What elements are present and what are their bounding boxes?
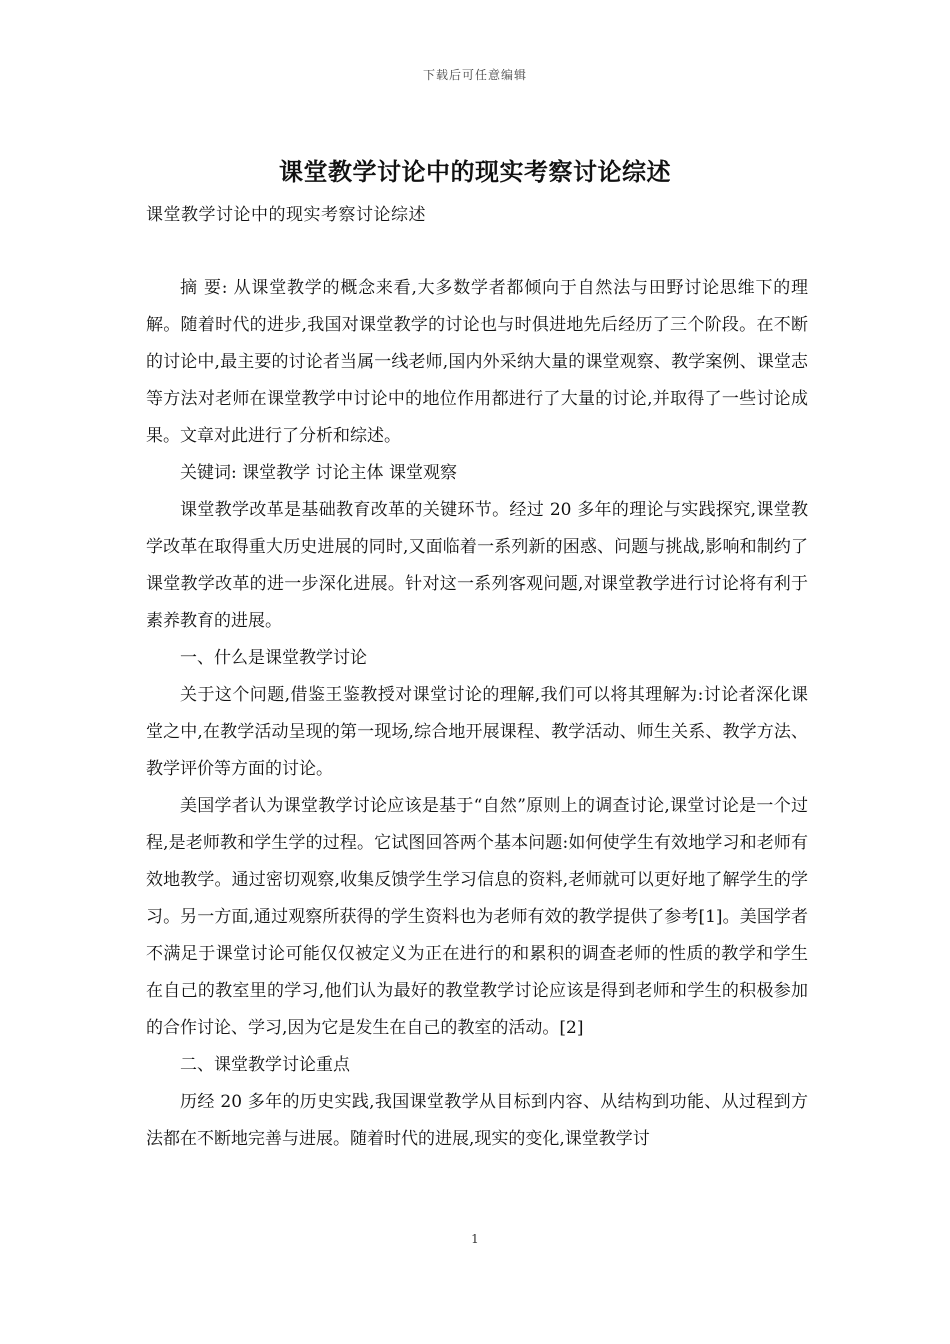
body-paragraph: 历经 20 多年的历史实践,我国课堂教学从目标到内容、从结构到功能、从过程到方法都在不断地完善与进展。随着时代的进展,现实的变化,课堂教学讨 (146, 1092, 808, 1149)
abstract-paragraph: 摘 要: 从课堂教学的概念来看,大多数学者都倾向于自然法与田野讨论思维下的理解。随着时代的进步,我国对课堂教学的讨论也与时俱进地先后经历了三个阶段。在不断的讨论中,最主要的讨论者当属一线老师,国内外采纳大量的课堂观察、教学案例、课堂志等方法对老师在课堂教学中讨论中的地位作用都进行了大量的讨论,并取得了一些讨论成果。文章对此进行了分析和综述。 (146, 278, 808, 446)
page-number: 1 (471, 1232, 479, 1246)
document-body (146, 270, 808, 1158)
keywords-paragraph: 关键词: 课堂教学 讨论主体 课堂观察 (180, 463, 457, 483)
body-paragraph: 课堂教学改革是基础教育改革的关键环节。经过 20 多年的理论与实践探究,课堂教学改革在取得重大历史进展的同时,又面临着一系列新的困惑、问题与挑战,影响和制约了课堂教学改革的进一步深化进展。针对这一系列客观问题,对课堂教学进行讨论将有利于素养教育的进展。 (146, 500, 808, 631)
section-heading: 二、课堂教学讨论重点 (180, 1055, 350, 1075)
body-paragraph: 美国学者认为课堂教学讨论应该是基于“自然”原则上的调查讨论,课堂讨论是一个过程,是老师教和学生学的过程。它试图回答两个基本问题:如何使学生有效地学习和老师有效地教学。通过密切观察,收集反馈学生学习信息的资料,老师就可以更好地了解学生的学习。另一方面,通过观察所获得的学生资料也为老师有效的教学提供了参考[1]。美国学者不满足于课堂讨论可能仅仅被定义为正在进行的和累积的调查老师的性质的教学和学生在自己的教室里的学习,他们认为最好的教堂教学讨论应该是得到老师和学生的积极参加的合作讨论、学习,因为它是发生在自己的教室的活动。[2] (146, 796, 808, 1038)
section-heading: 一、什么是课堂教学讨论 (180, 648, 367, 668)
document-subtitle: 课堂教学讨论中的现实考察讨论综述 (146, 205, 426, 225)
body-paragraph: 关于这个问题,借鉴王鉴教授对课堂讨论的理解,我们可以将其理解为:讨论者深化课堂之中,在教学活动呈现的第一现场,综合地开展课程、教学活动、师生关系、教学方法、教学评价等方面的讨论。 (146, 685, 808, 779)
document-title: 课堂教学讨论中的现实考察讨论综述 (279, 157, 671, 186)
header-note: 下载后可任意编辑 (422, 68, 527, 82)
